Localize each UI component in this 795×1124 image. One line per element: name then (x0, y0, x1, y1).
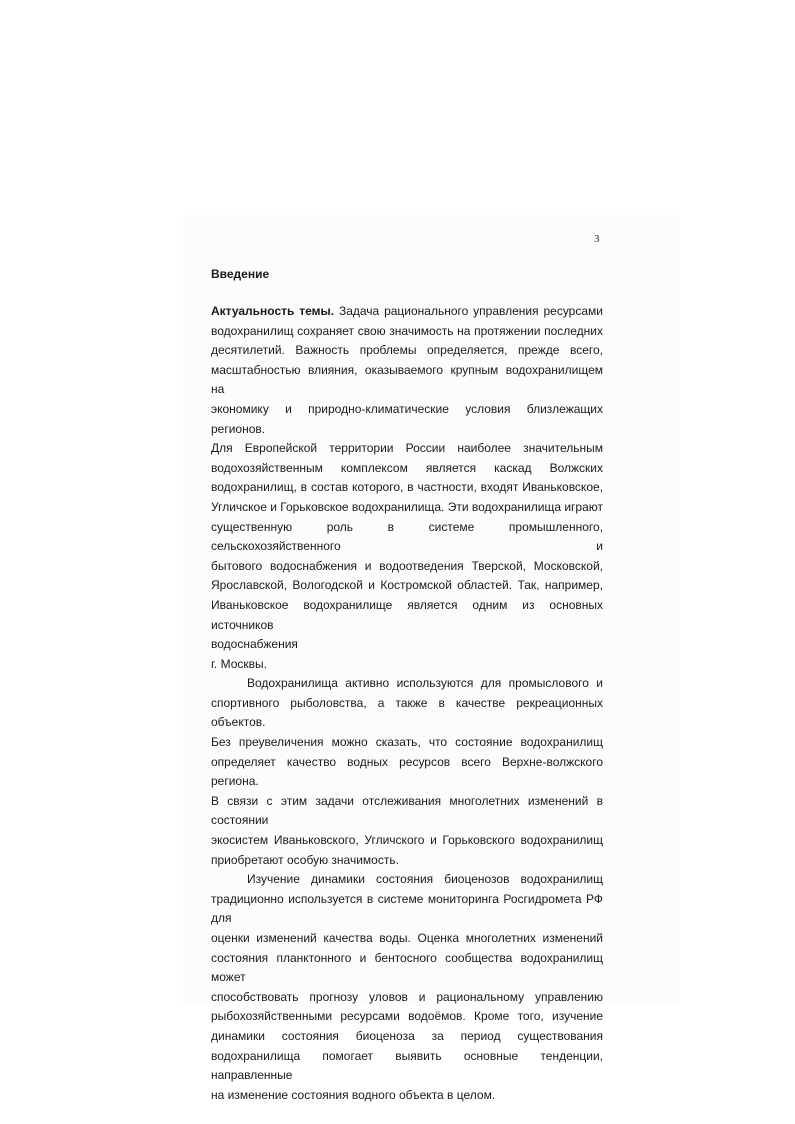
text-line: Ярославской, Вологодской и Костромской областей. Так, например, (211, 578, 603, 593)
text-line: Актуальность темы. Задача рационального управления ресурсами (211, 304, 603, 318)
text-line: бытового водоснабжения и водоотведения Тверской, Московской, (211, 558, 603, 573)
text-line: Изучение динамики состояния биоценозов водохранилищ (247, 872, 603, 887)
section-heading: Введение (211, 267, 270, 281)
text-line: В связи с этим задачи отслеживания многолетних изменений в состоянии (211, 793, 603, 828)
text-line: на изменение состояния водного объекта в целом. (211, 1087, 496, 1102)
text-line: экономику и природно-климатические условия близлежащих регионов. (211, 401, 603, 436)
text-line: водоснабжения (211, 637, 298, 652)
text-line: Без преувеличения можно сказать, что состояние водохранилищ (211, 735, 603, 750)
text-line: Водохранилища активно используются для промыслового и (247, 676, 603, 691)
page-number: 3 (594, 233, 600, 245)
text-line: спортивного рыболовства, а также в качестве рекреационных объектов. (211, 695, 603, 730)
text-line: способствовать прогнозу уловов и рациональному управлению (211, 989, 603, 1004)
text-line: приобретают особую значимость. (211, 852, 399, 867)
text-line: Угличское и Горьковское водохранилища. Эти водохранилища играют (211, 499, 603, 514)
text-line: состояния планктонного и бентосного сообщества водохранилищ может (211, 950, 603, 985)
text-line: Иваньковское водохранилище является одним из основных источников (211, 597, 603, 632)
text-line: водохозяйственным комплексом является каскад Волжских (211, 460, 603, 475)
text-line: водохранилищ сохраняет свою значимость на протяжении последних (211, 323, 603, 338)
text-line: динамики состояния биоценоза за период существования (211, 1028, 603, 1043)
text-line: определяет качество водных ресурсов всего Верхне-волжского региона. (211, 754, 603, 789)
text-line: рыбохозяйственными ресурсами водоёмов. Кроме того, изучение (211, 1009, 603, 1024)
text-line: существенную роль в системе промышленного, сельскохозяйственного и (211, 519, 603, 554)
text-line: десятилетий. Важность проблемы определяется, прежде всего, (211, 343, 603, 358)
text-line: оценки изменений качества воды. Оценка многолетних изменений (211, 931, 603, 945)
text-line: водохранилища помогает выявить основные тенденции, направленные (211, 1048, 603, 1083)
text-line: экосистем Иваньковского, Угличского и Горьковского водохранилищ (211, 833, 603, 848)
lead-bold: Актуальность темы. (211, 304, 335, 318)
body-text (211, 302, 603, 1105)
text-line: масштабностью влияния, оказываемого крупным водохранилищем на (211, 362, 603, 397)
text-line: Для Европейской территории России наиболее значительным (211, 441, 603, 456)
text-line: водохранилищ, в состав которого, в частности, входят Иваньковское, (211, 480, 603, 495)
text-line: г. Москвы. (211, 656, 267, 671)
text-line: традиционно используется в системе мониторинга Росгидромета РФ для (211, 891, 603, 926)
